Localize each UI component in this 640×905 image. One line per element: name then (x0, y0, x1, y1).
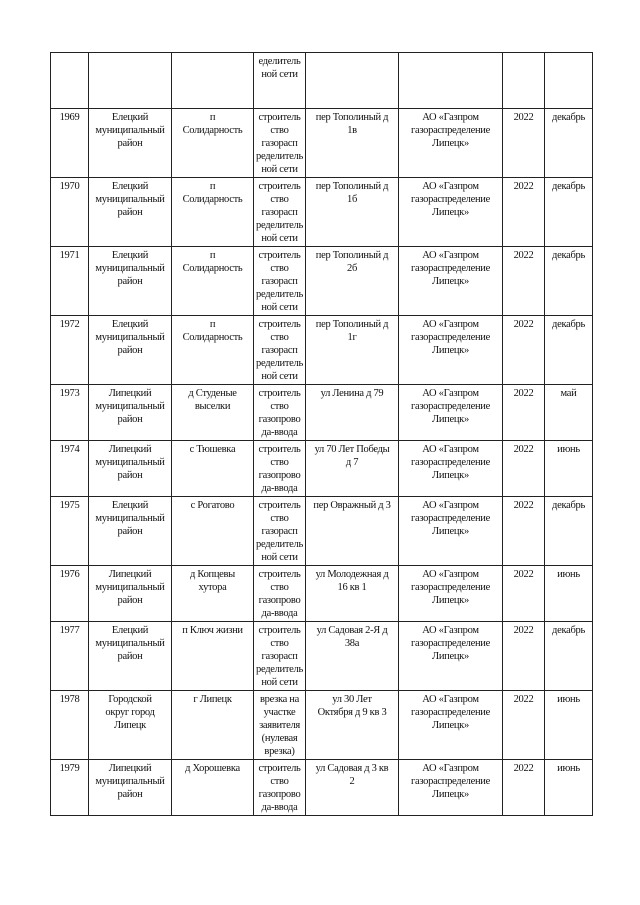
organization-cell: АО «Газпром газораспределение Липецк» (399, 760, 503, 816)
address-cell: пер Овражный д 3 (306, 497, 399, 566)
month-cell: декабрь (545, 247, 593, 316)
year-cell: 2022 (503, 497, 545, 566)
organization-cell: АО «Газпром газораспределение Липецк» (399, 247, 503, 316)
row-number-cell: 1975 (51, 497, 89, 566)
locality-cell: п Солидарность (172, 178, 254, 247)
row-number-cell (51, 53, 89, 109)
district-cell: Городской округ город Липецк (89, 691, 172, 760)
year-cell: 2022 (503, 691, 545, 760)
month-cell: июнь (545, 760, 593, 816)
address-cell: ул Садовая д 3 кв 2 (306, 760, 399, 816)
locality-cell: г Липецк (172, 691, 254, 760)
organization-cell: АО «Газпром газораспределение Липецк» (399, 566, 503, 622)
organization-cell (399, 53, 503, 109)
table-row (51, 566, 593, 622)
district-cell: Липецкий муниципальный район (89, 760, 172, 816)
organization-cell: АО «Газпром газораспределение Липецк» (399, 441, 503, 497)
table-row (51, 247, 593, 316)
organization-cell: АО «Газпром газораспределение Липецк» (399, 691, 503, 760)
district-cell: Елецкий муниципальный район (89, 497, 172, 566)
row-number-cell: 1976 (51, 566, 89, 622)
locality-cell: п Ключ жизни (172, 622, 254, 691)
year-cell: 2022 (503, 247, 545, 316)
table-row (51, 760, 593, 816)
work-type-cell: строитель ство газорасп ределитель ной сети (254, 109, 306, 178)
year-cell: 2022 (503, 441, 545, 497)
locality-cell: с Рогатово (172, 497, 254, 566)
work-type-cell: врезка на участке заявителя (нулевая врезка) (254, 691, 306, 760)
year-cell: 2022 (503, 760, 545, 816)
month-cell: июнь (545, 691, 593, 760)
table-row (51, 385, 593, 441)
month-cell (545, 53, 593, 109)
table-row (51, 497, 593, 566)
address-cell: ул Молодежная д 16 кв 1 (306, 566, 399, 622)
row-number-cell: 1973 (51, 385, 89, 441)
month-cell: декабрь (545, 622, 593, 691)
month-cell: июнь (545, 566, 593, 622)
district-cell: Елецкий муниципальный район (89, 178, 172, 247)
locality-cell: д Хорошевка (172, 760, 254, 816)
work-type-cell: строитель ство газорасп ределитель ной сети (254, 247, 306, 316)
organization-cell: АО «Газпром газораспределение Липецк» (399, 109, 503, 178)
work-type-cell: строитель ство газорасп ределитель ной сети (254, 316, 306, 385)
locality-cell: п Солидарность (172, 109, 254, 178)
row-number-cell: 1970 (51, 178, 89, 247)
row-number-cell: 1969 (51, 109, 89, 178)
month-cell: май (545, 385, 593, 441)
month-cell: декабрь (545, 497, 593, 566)
table-row (51, 622, 593, 691)
row-number-cell: 1971 (51, 247, 89, 316)
organization-cell: АО «Газпром газораспределение Липецк» (399, 622, 503, 691)
locality-cell: п Солидарность (172, 316, 254, 385)
month-cell: декабрь (545, 178, 593, 247)
table-row (51, 691, 593, 760)
month-cell: декабрь (545, 109, 593, 178)
address-cell: пер Тополиный д 1б (306, 178, 399, 247)
address-cell (306, 53, 399, 109)
row-number-cell: 1978 (51, 691, 89, 760)
row-number-cell: 1977 (51, 622, 89, 691)
locality-cell: д Студеные выселки (172, 385, 254, 441)
table-row-continued (51, 53, 593, 109)
organization-cell: АО «Газпром газораспределение Липецк» (399, 385, 503, 441)
address-cell: пер Тополиный д 1г (306, 316, 399, 385)
work-type-cell: строитель ство газопрово да-ввода (254, 385, 306, 441)
organization-cell: АО «Газпром газораспределение Липецк» (399, 497, 503, 566)
address-cell: ул Ленина д 79 (306, 385, 399, 441)
organization-cell: АО «Газпром газораспределение Липецк» (399, 178, 503, 247)
work-type-cell: строитель ство газорасп ределитель ной сети (254, 178, 306, 247)
district-cell: Липецкий муниципальный район (89, 441, 172, 497)
year-cell (503, 53, 545, 109)
year-cell: 2022 (503, 109, 545, 178)
table-row (51, 178, 593, 247)
work-type-cell: строитель ство газопрово да-ввода (254, 441, 306, 497)
month-cell: июнь (545, 441, 593, 497)
locality-cell (172, 53, 254, 109)
year-cell: 2022 (503, 622, 545, 691)
row-number-cell: 1979 (51, 760, 89, 816)
address-cell: ул Садовая 2-Я д 38а (306, 622, 399, 691)
table-row (51, 109, 593, 178)
work-type-cell: строитель ство газопрово да-ввода (254, 566, 306, 622)
row-number-cell: 1974 (51, 441, 89, 497)
work-type-cell: строитель ство газопрово да-ввода (254, 760, 306, 816)
address-cell: пер Тополиный д 2б (306, 247, 399, 316)
district-cell (89, 53, 172, 109)
district-cell: Елецкий муниципальный район (89, 247, 172, 316)
month-cell: декабрь (545, 316, 593, 385)
organization-cell: АО «Газпром газораспределение Липецк» (399, 316, 503, 385)
address-cell: ул 30 Лет Октября д 9 кв 3 (306, 691, 399, 760)
table-body (51, 53, 593, 816)
address-cell: ул 70 Лет Победы д 7 (306, 441, 399, 497)
locality-cell: п Солидарность (172, 247, 254, 316)
year-cell: 2022 (503, 178, 545, 247)
work-type-cell: строитель ство газорасп ределитель ной сети (254, 622, 306, 691)
row-number-cell: 1972 (51, 316, 89, 385)
work-type-cell: строитель ство газорасп ределитель ной сети (254, 497, 306, 566)
table-row (51, 441, 593, 497)
district-cell: Елецкий муниципальный район (89, 622, 172, 691)
work-type-cell: еделитель ной сети (254, 53, 306, 109)
year-cell: 2022 (503, 566, 545, 622)
table-row (51, 316, 593, 385)
locality-cell: с Тюшевка (172, 441, 254, 497)
year-cell: 2022 (503, 316, 545, 385)
district-cell: Елецкий муниципальный район (89, 109, 172, 178)
gasification-table (50, 52, 593, 816)
address-cell: пер Тополиный д 1в (306, 109, 399, 178)
year-cell: 2022 (503, 385, 545, 441)
district-cell: Липецкий муниципальный район (89, 566, 172, 622)
district-cell: Липецкий муниципальный район (89, 385, 172, 441)
district-cell: Елецкий муниципальный район (89, 316, 172, 385)
locality-cell: д Копцевы хутора (172, 566, 254, 622)
